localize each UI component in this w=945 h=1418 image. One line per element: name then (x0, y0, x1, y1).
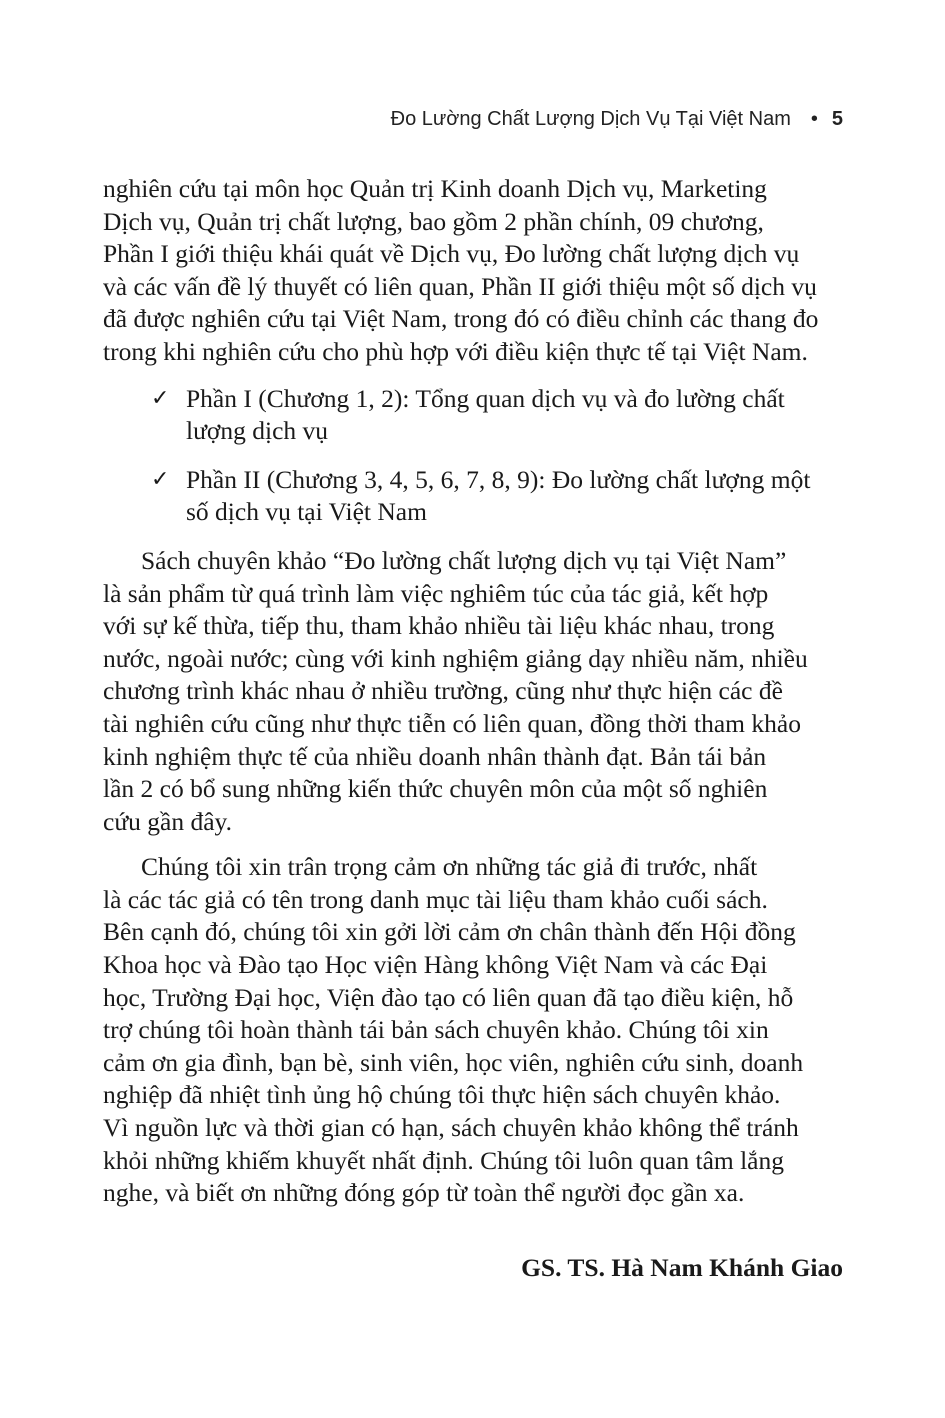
author-signature: GS. TS. Hà Nam Khánh Giao (521, 1253, 843, 1282)
checklist-item-text: Phần I (Chương 1, 2): Tổng quan dịch vụ và đo lường chất lượng dịch vụ (186, 383, 785, 446)
checkmark-icon: ✓ (151, 466, 170, 492)
running-title: Đo Lường Chất Lượng Dịch Vụ Tại Việt Nam (390, 108, 791, 130)
paragraph-acknowledgements: Chúng tôi xin trân trọng cảm ơn những tác giả đi trước, nhất là các tác giả có tên trong danh mục tài liệu tham khảo cuối sách. Bên cạnh đó, chúng tôi xin gởi lời cảm ơn chân thành đến Hội đồng Khoa học và Đào tạo Học viện Hàng không Việt Nam và các Đại học, Trường Đại học, Viện đào tạo có liên quan đã tạo điều kiện, hỗ trợ chúng tôi hoàn thành tái bản sách chuyên khảo. Chúng tôi xin cảm ơn gia đình, bạn bè, sinh viên, học viên, nghiên cứu sinh, doanh nghiệp đã nhiệt tình ủng hộ chúng tôi thực hiện sách chuyên khảo. Vì nguồn lực và thời gian có hạn, sách chuyên khảo không thể tránh khỏi những khiếm khuyết nhất định. Chúng tôi luôn quan tâm lắng nghe, và biết ơn những đóng góp từ toàn thể người đọc gần xa. (103, 852, 804, 1208)
paragraph-book-description: Sách chuyên khảo “Đo lường chất lượng dịch vụ tại Việt Nam” là sản phẩm từ quá trình làm việc nghiêm túc của tác giả, kết hợp với sự kế thừa, tiếp thu, tham khảo nhiều tài liệu khác nhau, trong nước, ngoài nước; cùng với kinh nghiệm giảng dạy nhiều năm, nhiều chương trình khác nhau ở nhiều trường, cũng như thực hiện các đề tài nghiên cứu cũng như thực tiễn có liên quan, đồng thời tham khảo kinh nghiệm thực tế của nhiều doanh nhân thành đạt. Bản tái bản lần 2 có bổ sung những kiến thức chuyên môn của một số nghiên cứu gần đây. (103, 545, 808, 836)
header-bullet: • (810, 108, 818, 130)
checklist-item-part-1 (103, 383, 843, 448)
checkmark-icon: ✓ (151, 385, 170, 411)
checklist (103, 383, 843, 529)
checklist-item-part-2 (103, 464, 843, 529)
checklist-item-text: Phần II (Chương 3, 4, 5, 6, 7, 8, 9): Đo lường chất lượng một số dịch vụ tại Việt Nam (186, 464, 811, 527)
running-header (391, 108, 843, 131)
paragraph-continuation: nghiên cứu tại môn học Quản trị Kinh doanh Dịch vụ, Marketing Dịch vụ, Quản trị chất lượng, bao gồm 2 phần chính, 09 chương, Phần I giới thiệu khái quát về Dịch vụ, Đo lường chất lượng dịch vụ và các vấn đề lý thuyết có liên quan, Phần II giới thiệu một số dịch vụ đã được nghiên cứu tại Việt Nam, trong đó có điều chỉnh các thang đo trong khi nghiên cứu cho phù hợp với điều kiện thực tế tại Việt Nam. (103, 174, 819, 366)
page-number: 5 (831, 108, 843, 130)
body-text (103, 173, 843, 1210)
